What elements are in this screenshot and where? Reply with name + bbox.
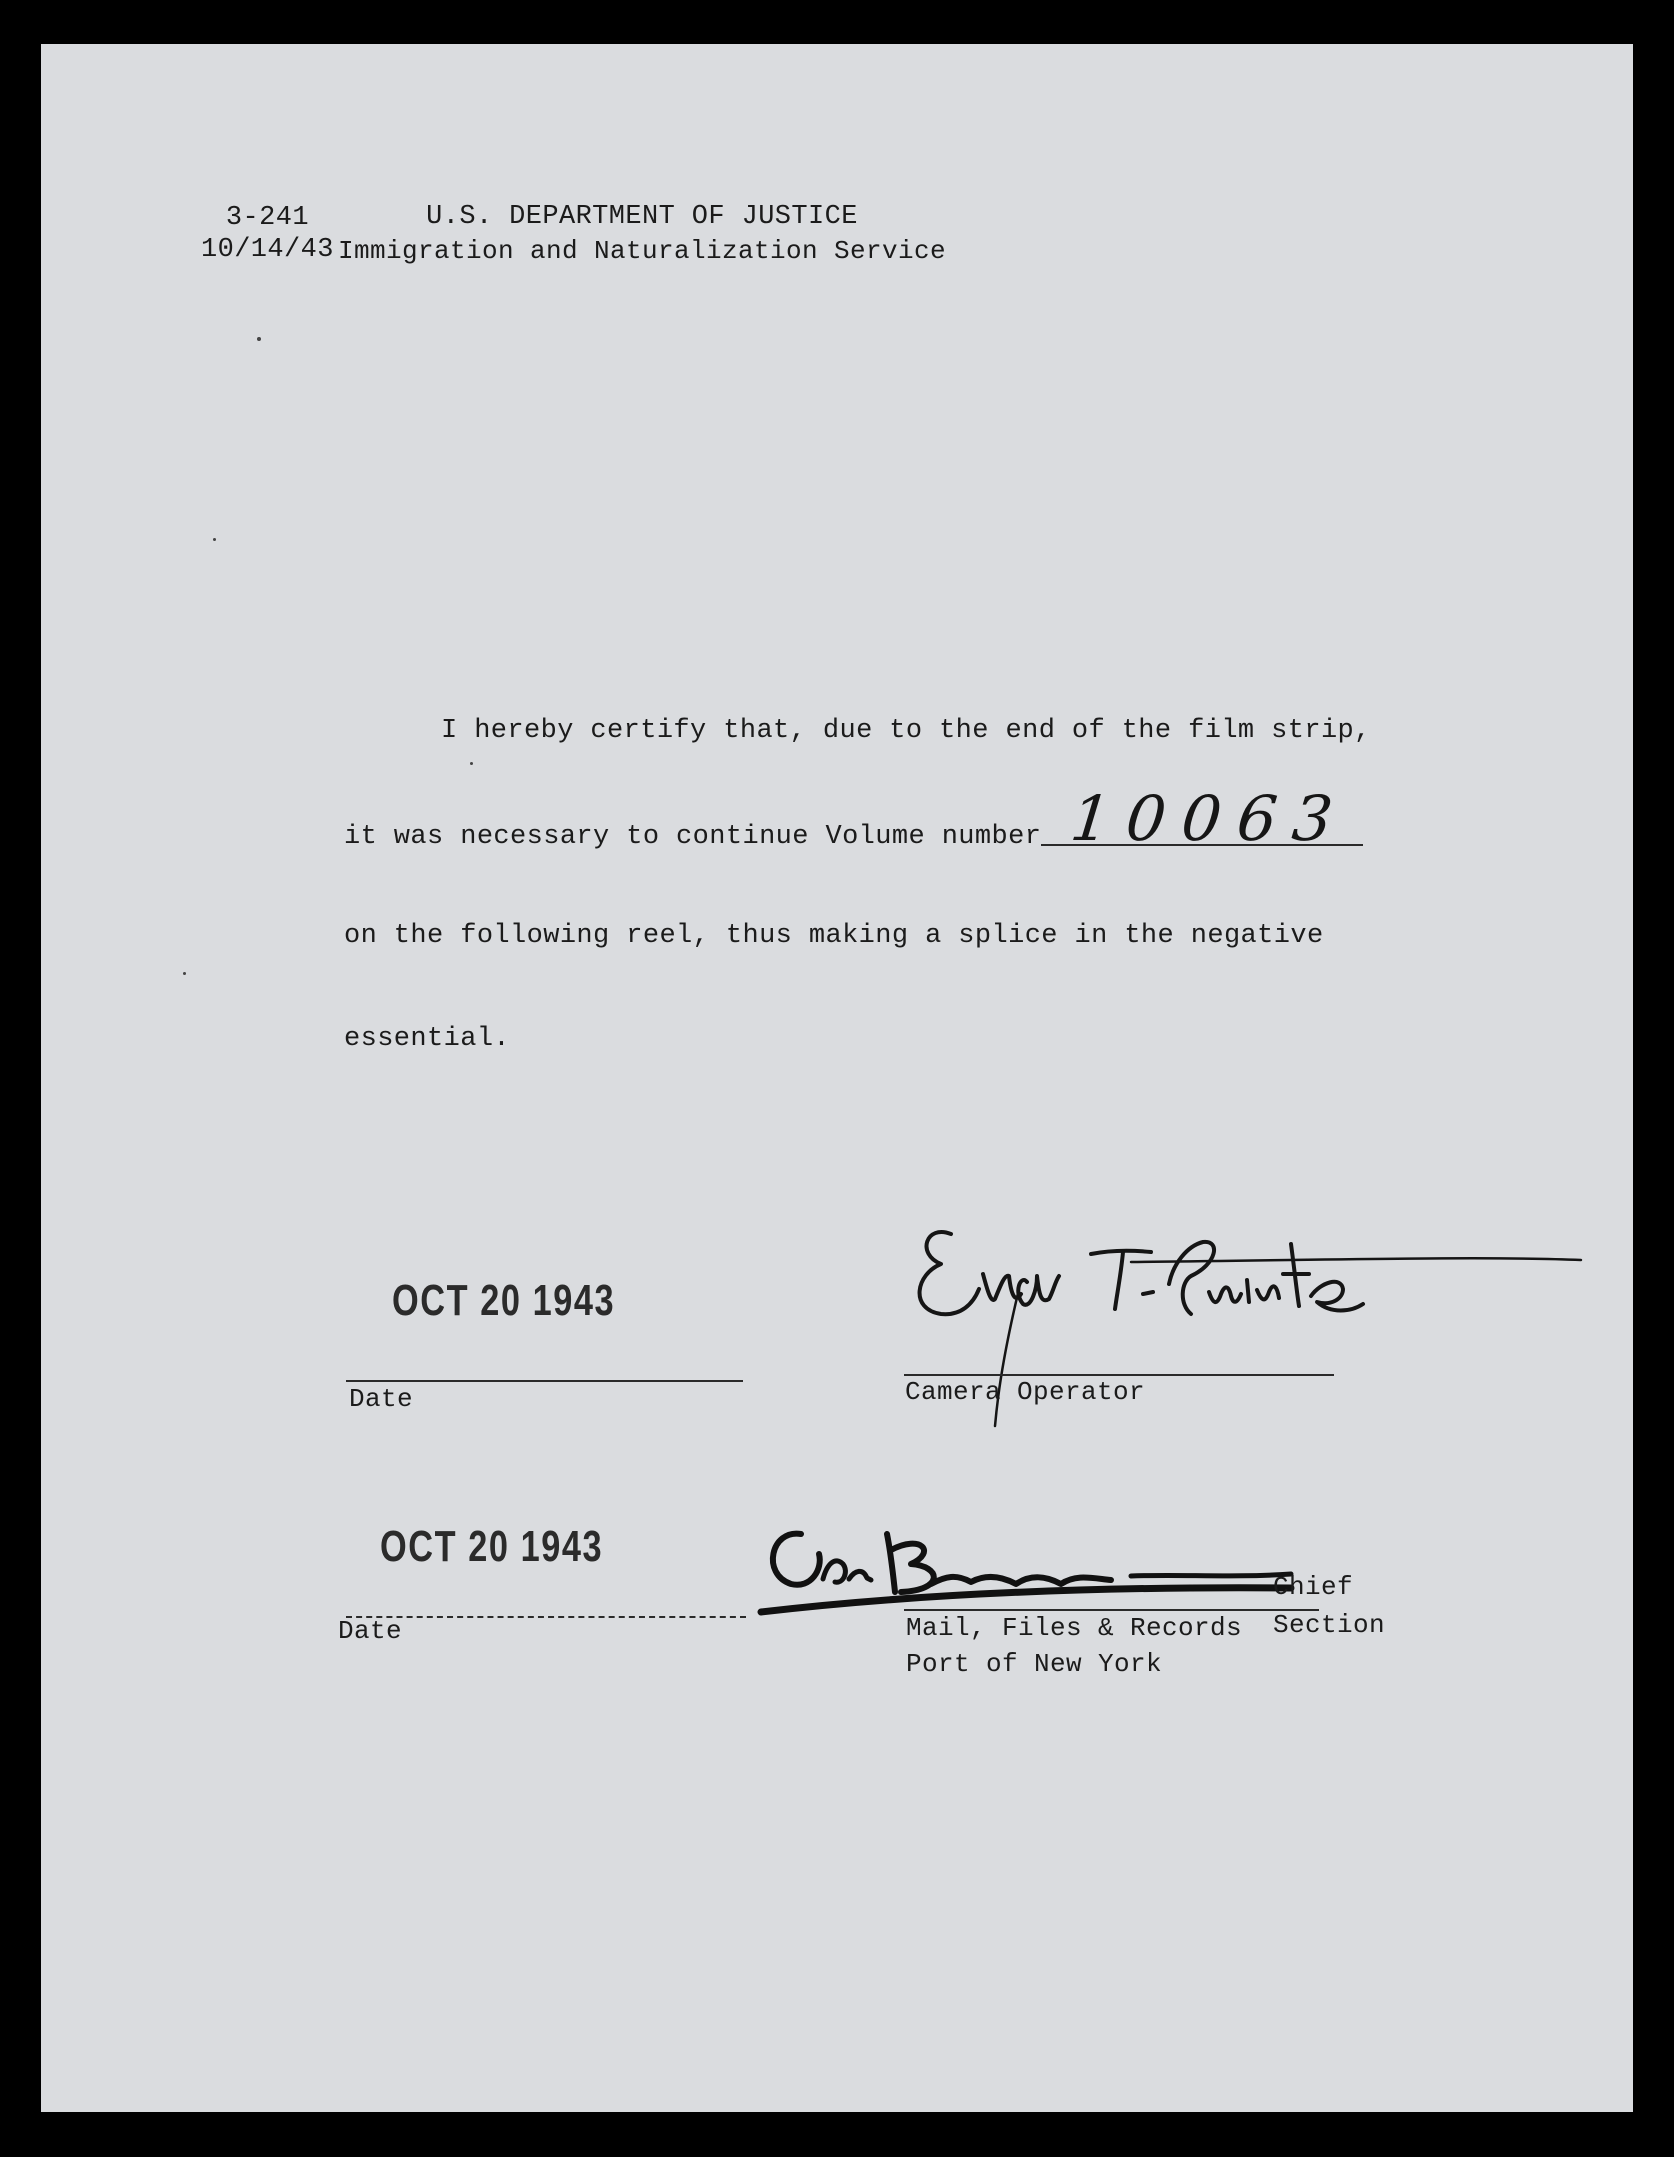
certification-line-3: on the following reel, thus making a splice in the negative	[344, 921, 1324, 951]
certification-line-2: it was necessary to continue Volume number	[344, 822, 1042, 852]
certification-line-1: I hereby certify that, due to the end of the film strip,	[441, 716, 1371, 746]
signature-rule-camera	[904, 1374, 1334, 1376]
certification-line-4: essential.	[344, 1024, 511, 1054]
camera-operator-signature	[891, 1164, 1591, 1464]
paper-speck	[257, 337, 261, 341]
camera-operator-label: Camera Operator	[905, 1377, 1146, 1407]
date-rule-chief	[346, 1616, 746, 1618]
section-title: Section	[1273, 1610, 1386, 1640]
paper-speck	[470, 762, 473, 765]
service-heading: Immigration and Naturalization Service	[337, 236, 947, 266]
paper-speck	[213, 538, 216, 541]
date-stamp-camera: OCT 20 1943	[392, 1276, 616, 1325]
date-stamp-chief: OCT 20 1943	[380, 1522, 604, 1571]
volume-number-handwritten: 10063	[1067, 782, 1353, 855]
chief-title: Chief	[1273, 1572, 1354, 1602]
signature-rule-chief	[904, 1609, 1319, 1611]
document-page	[41, 44, 1633, 2112]
form-date: 10/14/43	[201, 235, 334, 265]
mail-files-records-title: Mail, Files & Records	[906, 1613, 1243, 1643]
form-number: 3-241	[225, 203, 309, 233]
department-heading: U.S. DEPARTMENT OF JUSTICE	[426, 202, 858, 232]
date-label-camera: Date	[349, 1384, 414, 1414]
port-of-new-york-title: Port of New York	[906, 1649, 1163, 1679]
date-label-chief: Date	[338, 1616, 403, 1646]
date-rule-camera	[346, 1380, 743, 1382]
paper-speck	[183, 972, 186, 975]
